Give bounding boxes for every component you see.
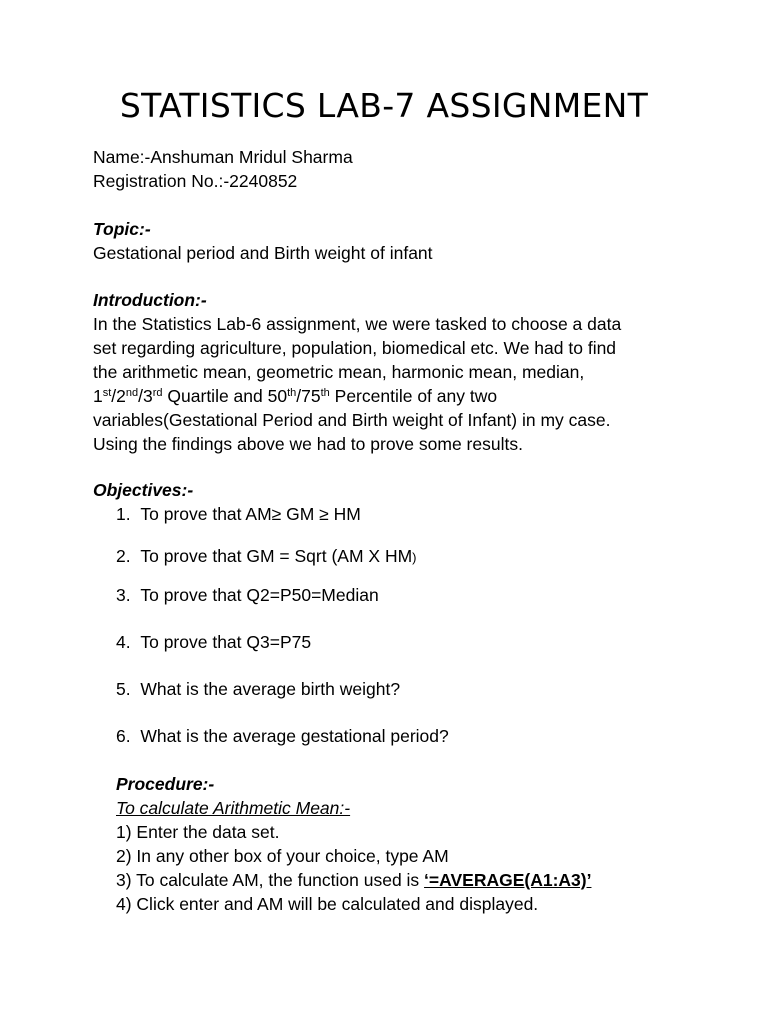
- introduction-line: In the Statistics Lab-6 assignment, we were tasked to choose a data: [93, 314, 622, 334]
- objectives-section: [93, 478, 693, 502]
- topic-text: Gestational period and Birth weight of infant: [93, 243, 433, 263]
- introduction-heading: Introduction:-: [93, 290, 207, 310]
- procedure-step: 4) Click enter and AM will be calculated and displayed.: [116, 894, 539, 914]
- average-formula: ‘=AVERAGE(A1:A3)’: [424, 870, 592, 890]
- objective-item: 2. To prove that GM = Sqrt (AM X HM): [116, 546, 417, 566]
- objective-item: 1. To prove that AM≥ GM ≥ HM: [116, 504, 361, 524]
- introduction-line-quartiles: 1st/2nd/3rd Quartile and 50th/75th Percentile of any two: [93, 386, 498, 406]
- introduction-line: variables(Gestational Period and Birth weight of Infant) in my case.: [93, 410, 611, 430]
- topic-section: [93, 217, 693, 265]
- objectives-heading: Objectives:-: [93, 480, 194, 500]
- procedure-step: 3) To calculate AM, the function used is ‘=AVERAGE(A1:A3)’: [116, 870, 592, 890]
- procedure-heading: Procedure:-: [116, 774, 215, 794]
- registration-number: Registration No.:-2240852: [93, 171, 298, 191]
- procedure-step: 1) Enter the data set.: [116, 822, 280, 842]
- procedure-section: [116, 772, 716, 916]
- document-title: STATISTICS LAB-7 ASSIGNMENT: [119, 86, 649, 125]
- objective-item: 3. To prove that Q2=P50=Median: [116, 585, 379, 605]
- procedure-subheading: To calculate Arithmetic Mean:-: [116, 798, 351, 818]
- introduction-line: Using the findings above we had to prove some results.: [93, 434, 523, 454]
- introduction-line: set regarding agriculture, population, biomedical etc. We had to find: [93, 338, 617, 358]
- introduction-section: [93, 288, 693, 456]
- objective-item: 6. What is the average gestational period?: [116, 726, 449, 746]
- procedure-step: 2) In any other box of your choice, type AM: [116, 846, 449, 866]
- header-info: [93, 145, 693, 193]
- objective-item: 5. What is the average birth weight?: [116, 679, 401, 699]
- introduction-line: the arithmetic mean, geometric mean, harmonic mean, median,: [93, 362, 585, 382]
- objective-item: 4. To prove that Q3=P75: [116, 632, 312, 652]
- student-name: Name:-Anshuman Mridul Sharma: [93, 147, 353, 167]
- topic-heading: Topic:-: [93, 219, 151, 239]
